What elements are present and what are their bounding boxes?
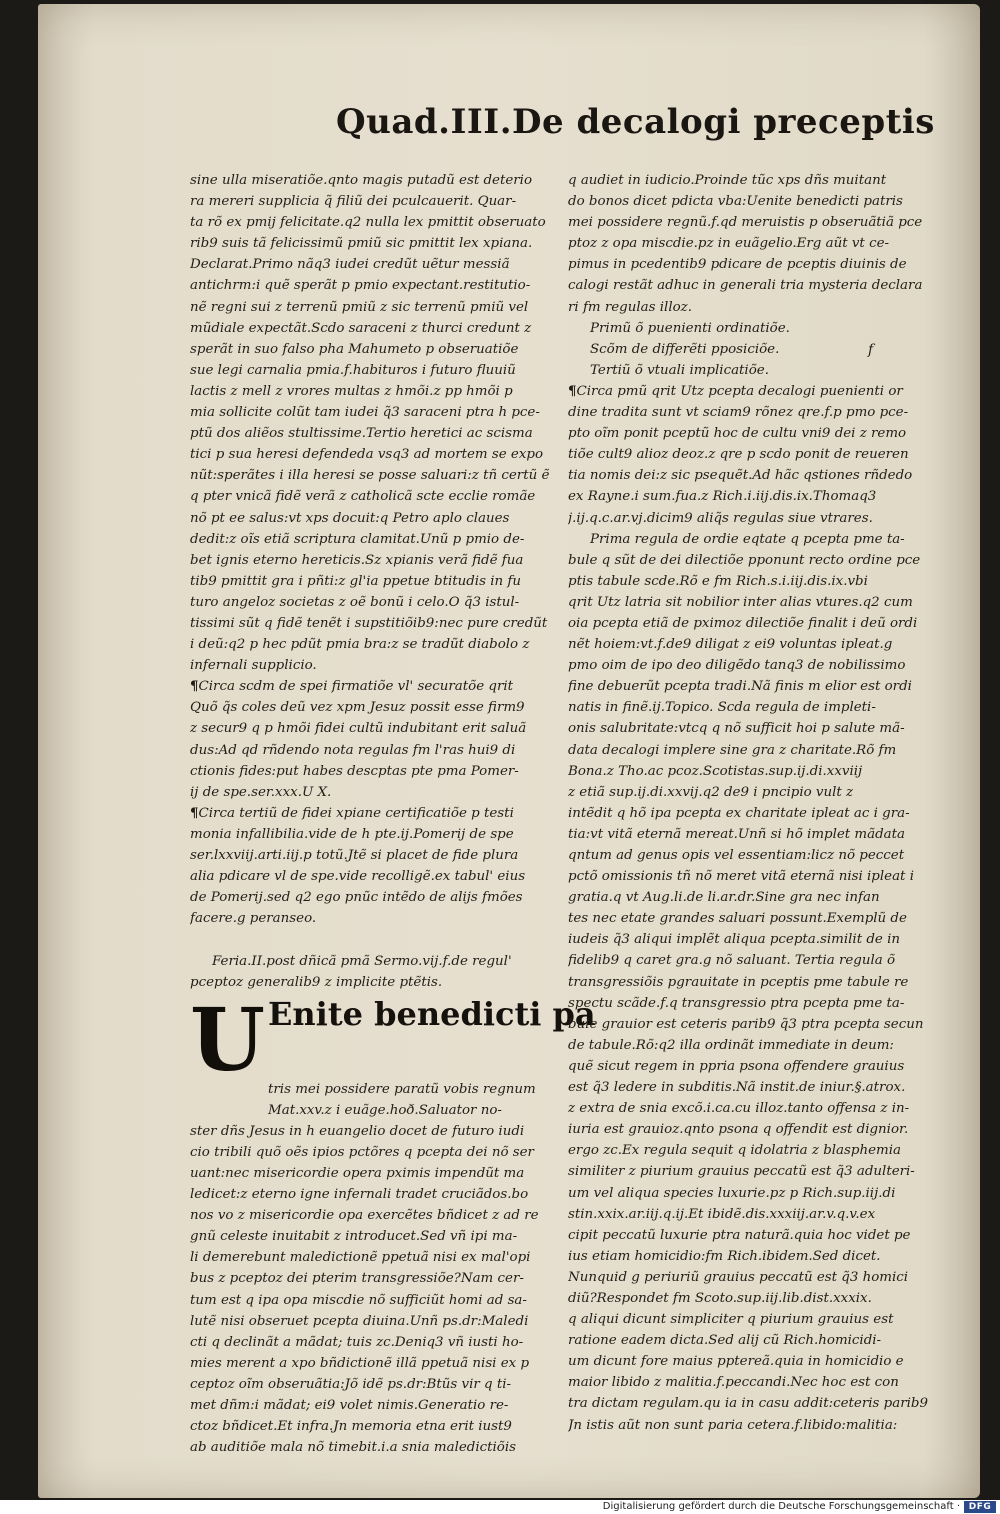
text-line: cio tribili quõ oẽs ipios pctõres q pcepta dei nõ ser [190,1144,534,1160]
text-line: ri fm regulas illoz. [568,299,692,315]
text-line: monia infallibilia.vide de h pte.ij.Pomerij de spe [190,826,514,842]
text-line: stin.xxix.ar.iij.q.ij.Et ibidẽ.dis.xxxiij.ar.v.q.v.ex [568,1206,876,1222]
spacer [190,929,562,951]
right-column [568,170,940,1436]
text-line: um vel aliqua species luxurie.pz p Rich.sup.iij.di [568,1185,896,1201]
text-line: rib9 suis tã felicissimũ pmiũ sic pmittit lex xpiana. [190,236,533,252]
text-line: Nunquid g periuriũ grauius peccatũ est q̃3 homici [568,1269,909,1285]
sermon-heading [190,951,562,993]
text-line: Bona.z Tho.ac pcoz.Scotistas.sup.ij.di.xxviij [568,763,863,779]
right-text-block-b [568,381,940,1436]
sermon-incipit: Enite benedicti pa [268,994,596,1033]
text-line: nõ pt ee salus:vt xps docuit:q Petro aplo claues [190,510,510,526]
text-line: iudeis q̃3 aliqui implẽt aliqua pcepta.similit de in [568,932,901,948]
text-line: mũdiale expectãt.Scdo saraceni z thurci credunt z [190,320,532,336]
text-line: natis in finẽ.ij.Topico. Scda regula de impleti- [568,700,876,716]
text-line: onis salubritate:vtcq q nõ sufficit hoi p salute mã- [568,721,905,737]
outline-list [568,318,940,381]
text-line: bule q sũt de dei dilectiõe pponunt recto ordine pce [568,552,921,568]
text-line: facere.g peranseo. [190,911,317,927]
text-line: ab auditiõe mala nõ timebit.i.a snia maledictiõis [190,1440,517,1456]
text-line: nũt:sperãtes i illa heresi se posse saluari:z tñ certũ ẽ [190,468,550,484]
text-line: bet ignis eterno hereticis.Sz xpianis verã fidẽ fua [190,552,524,568]
text-line: sperãt in suo falso pha Mahumeto p obseruatiõe [190,341,519,357]
text-line: tris mei possidere paratũ vobis regnum [268,1081,536,1097]
text-line: similiter z piurium grauius peccatũ est q̃3 adulteri- [568,1164,915,1180]
text-line [568,381,940,402]
text-line: ledicet:z eterno igne infernali tradet cruciãdos.bo [190,1187,529,1203]
text-line: j.ij.q.c.ar.vj.dicim9 aliq̃s regulas siue vtrares. [568,510,873,526]
pilcrow-icon: ¶ [568,382,577,399]
text-line: tib9 pmittit gra i pñti:z gl'ia ppetue btitudis in fu [190,573,521,589]
text-line: gratia.q vt Aug.li.de li.ar.dr.Sine gra nec infan [568,890,880,906]
text-line: ij de spe.ser.xxx.U X. [190,784,332,800]
text-line: tum est q ipa opa miscdie nõ sufficiũt homi ad sa- [190,1292,527,1308]
text-line: est q̃3 ledere in subditis.Nã instit.de iniur.§.atrox. [568,1080,906,1096]
digitization-footer [0,1500,1000,1514]
text-line: met dñm:i mãdat; ei9 volet nimis.Generatio re- [190,1397,509,1413]
text-line: uant:nec misericordie opera pximis impendũt ma [190,1165,525,1181]
text-line: q pter vnicã fidẽ verã z catholicã scte ecclie romãe [190,489,536,505]
outline-item: Primũ õ puenienti ordinatiõe. [590,320,790,336]
dfg-logo: DFG [964,1501,996,1513]
sermon-heading-line: pceptoz generalib9 z implicite ptẽtis. [190,975,443,991]
pilcrow-icon: ¶ [190,678,199,695]
text-line: qntum ad genus opis vel essentiam:licz nõ peccet [568,848,905,863]
text-line: bule grauior est ceteris parib9 q̃3 ptra pcepta secun [568,1016,924,1032]
text-line: pto oĩm ponit pceptũ hoc de cultu vni9 dei z remo [568,426,907,442]
text-line: de tabule.Rõ:q2 illa ordinãt immediate in deum: [568,1037,894,1053]
text-line-body: Circa pmũ qrit Utz pcepta decalogi puenienti or [576,383,903,399]
text-line: nẽt hoiem:vt.f.de9 diligat z ei9 voluntas ipleat.g [568,637,893,653]
text-line: ptis tabule scde.Rõ e fm Rich.s.i.iij.dis.ix.vbi [568,573,868,589]
text-line [190,803,562,824]
footer-credit: Digitalisierung gefördert durch die Deutsche Forschungsgemeinschaft · [602,1501,960,1512]
text-line: q aliqui dicunt simpliciter q piurium grauius est [568,1312,894,1328]
text-line: ctoz bñdicet.Et infra.Jn memoria etna erit iust9 [190,1419,512,1435]
left-text-block-a [190,170,562,676]
text-line: dine tradita sunt vt sciam9 rõnez qre.f.p pmo pce- [568,405,909,421]
text-line: z extra de snia excõ.i.ca.cu illoz.tanto offensa z in- [568,1101,910,1117]
text-line: oia pcepta etiã de pximoz dilectiõe finalit i deũ ordi [568,615,918,631]
signature-mark: f [868,342,874,358]
text-line: spectu scãde.f.q transgressio ptra pcepta pme ta- [568,995,905,1011]
text-line: tia nomis dei:z sic psequẽt.Ad hãc qstiones rñdedo [568,468,913,484]
left-column [190,170,596,1458]
text-line: infernali supplicio. [190,658,317,674]
text-line: calogi restãt adhuc in generali tria mysteria declara [568,278,923,294]
text-line: Quõ q̃s coles deũ vez xpm Jesuz possit esse firm9 [190,700,525,716]
text-line: ster dñs Jesus in h euangelio docet de futuro iudi [190,1123,525,1139]
text-line: alia pdicare vl de spe.vide recolligẽ.ex tabul' eius [190,869,526,885]
decorated-initial: U [190,989,265,1091]
text-line: ser.lxxviij.arti.iij.p totũ.Jtẽ si placet de fide plura [190,848,519,863]
paragraph-second [190,676,562,803]
text-line: um dicunt fore maius pptereã.quia in homicidio e [568,1354,904,1370]
text-line: tes nec etate grandes saluari possunt.Exemplũ de [568,911,907,927]
text-line: dedit:z oĩs etiã scriptura clamitat.Unũ p pmio de- [190,531,525,547]
text-line: bus z pceptoz dei pterim transgressiõe?Nam cer- [190,1271,524,1287]
outline-item: Tertiũ õ vtuali implicatiõe. [590,362,769,378]
text-line [190,676,562,697]
text-line: diũ?Respondet fm Scoto.sup.iij.lib.dist.xxxix. [568,1290,872,1306]
text-line: tia:vt vitã eternã mereat.Unñ si hõ implet mãdata [568,826,906,842]
text-line: data decalogi implere sine gra z charitate.Rõ fm [568,742,897,758]
text-line: z secur9 q p hmõi fidei cultũ indubitant erit saluã [190,721,527,737]
text-line: Mat.xxv.z i euãge.hoð.Saluator no- [268,1102,502,1118]
text-line: pimus in pcedentib9 pdicare de pceptis diuinis de [568,257,907,273]
text-line: nẽ regni sui z terrenũ pmiũ z sic terrenũ pmiũ vel [190,299,529,315]
text-line: ptoz z opa miscdie.pz in euãgelio.Erg aũt vt ce- [568,236,890,252]
text-line: qrit Utz latria sit nobilior inter alias vtures.q2 cum [568,594,913,610]
text-line: iuria est grauioz.qnto psona q offendit est dignior. [568,1122,909,1138]
text-line: pctõ omissionis tñ nõ meret vitã eternã nisi ipleat i [568,869,914,885]
text-line: q audiet in iudicio.Proinde tũc xps dñs muitant [568,173,887,188]
text-line: ceptoz oĩm obseruãtia:Jõ idẽ ps.dr:Btũs vir q ti- [190,1376,512,1392]
text-line: tissimi sũt q fidẽ tenẽt i supstitiõib9:nec pure credũt [190,615,548,631]
text-line: lactis z mell z vrores multas z hmõi.z pp hmõi p [190,383,513,399]
text-line: z etiã sup.ij.di.xxvij.q2 de9 i pncipio vult z [568,784,854,800]
text-line: i deũ:q2 p hec pdũt pmia bra:z se tradũt diabolo z [190,637,530,653]
text-line: ctionis fides:put habes descptas pte pma Pomer- [190,763,519,779]
sermon-heading-line: Feria.II.post dñicã pmã Sermo.vij.f.de regul' [212,954,512,970]
text-line: ius etiam homicidio:fm Rich.ibidem.Sed dicet. [568,1248,881,1264]
text-line: de Pomerij.sed q2 ego pnũc intẽdo de alijs fmões [190,890,523,906]
text-line: ptũ dos aliẽos stultissime.Tertio heretici ac scisma [190,426,533,442]
text-line: do bonos dicet pdicta vba:Uenite benedicti patris [568,194,903,210]
outline-item: Scõm de differẽti pposiciõe. [590,341,780,357]
text-line: dus:Ad qd rñdendo nota regulas fm l'ras hui9 di [190,742,516,758]
text-line: pmo oim de ipo deo diligẽdo tanq3 de nobilissimo [568,658,906,674]
text-line: turo angeloz societas z oẽ bonũ i celo.O q̃3 istul- [190,594,520,610]
text-line: mei possidere regnũ.f.qd meruistis p obseruãtiã pce [568,215,923,231]
text-line: mies merent a xpo bñdictionẽ illã ppetuã nisi ex p [190,1355,530,1371]
text-line: gnũ celeste inuitabit z introducet.Sed vñ ipi ma- [190,1229,518,1245]
page-title: Quad.III.De decalogi preceptis [336,102,935,142]
text-line: ta rõ ex pmij felicitate.q2 nulla lex pmittit obseruato [190,215,546,231]
pilcrow-icon: ¶ [190,804,199,821]
text-line: quẽ sicut regem in ppria psona offendere grauius [568,1058,905,1074]
text-line: ra mereri supplicia q̃ filiũ dei pculcauerit. Quar- [190,194,517,210]
text-line: sue legi carnalia pmia.f.habituros i futuro fluuiũ [190,362,516,378]
text-line: tra dictam regulam.qu ia in casu addit:ceteris parib9 [568,1396,928,1412]
paragraph-third [190,803,562,930]
text-line: transgressiõis pgrauitate in pceptis pme tabule re [568,974,909,990]
text-line: Declarat.Primo nãq3 iudei credũt uẽtur messiã [190,257,510,273]
text-line: ex Rayne.i sum.fua.z Rich.i.iij.dis.ix.Thomaq3 [568,489,877,505]
text-line: fine debuerũt pcepta tradi.Nã finis m elior est ordi [568,679,912,695]
text-line: intẽdit q hõ ipa pcepta ex charitate ipleat ac i gra- [568,805,910,821]
text-line-body: Circa tertiũ de fidei xpiane certificatiõe p testi [198,805,514,821]
text-line: sine ulla miseratiõe.qnto magis putadũ est deterio [190,173,533,188]
text-line: mia sollicite colũt tam iudei q̃3 saraceni ptra h pce- [190,405,540,421]
text-line: li demerebunt maledictionẽ ppetuã nisi ex mal'opi [190,1250,531,1266]
text-line: maior libido z malitia.f.peccandi.Nec hoc est con [568,1375,899,1391]
text-line: cipit peccatũ luxurie ptra naturã.quia hoc videt pe [568,1227,911,1243]
right-text-block-a [568,170,940,318]
text-line: antichrm:i quẽ sperãt p pmio expectant.restitutio- [190,278,531,294]
text-line: ratione eadem dicta.Sed alij cũ Rich.homicidi- [568,1333,882,1349]
left-text-block-b [190,1142,562,1458]
text-line: fidelib9 q caret gra.g nõ saluant. Tertia regula õ [568,953,896,969]
text-line: cti q declinãt a mãdat; tuis zc.Deniq3 vñ iusti ho- [190,1334,524,1350]
text-line: tiõe cult9 alioz deoz.z qre p scdo ponit de reueren [568,447,909,463]
text-line: tici p sua heresi defendeda vsq3 ad mortem se expo [190,447,544,463]
text-line: lutẽ nisi obseruet pcepta diuina.Unñ ps.dr:Maledi [190,1313,529,1329]
text-line: Jn istis aũt non sunt paria cetera.f.libido:malitia: [568,1417,898,1433]
text-line: ergo zc.Ex regula sequit q idolatria z blasphemia [568,1143,901,1159]
text-line: Prima regula de ordie eqtate q pcepta pme ta- [590,531,905,547]
text-line-body: Circa scdm de spei firmatiõe vl' securatõe qrit [198,679,514,695]
text-line: nos vo z misericordie opa exercẽtes bñdicet z ad re [190,1208,539,1224]
